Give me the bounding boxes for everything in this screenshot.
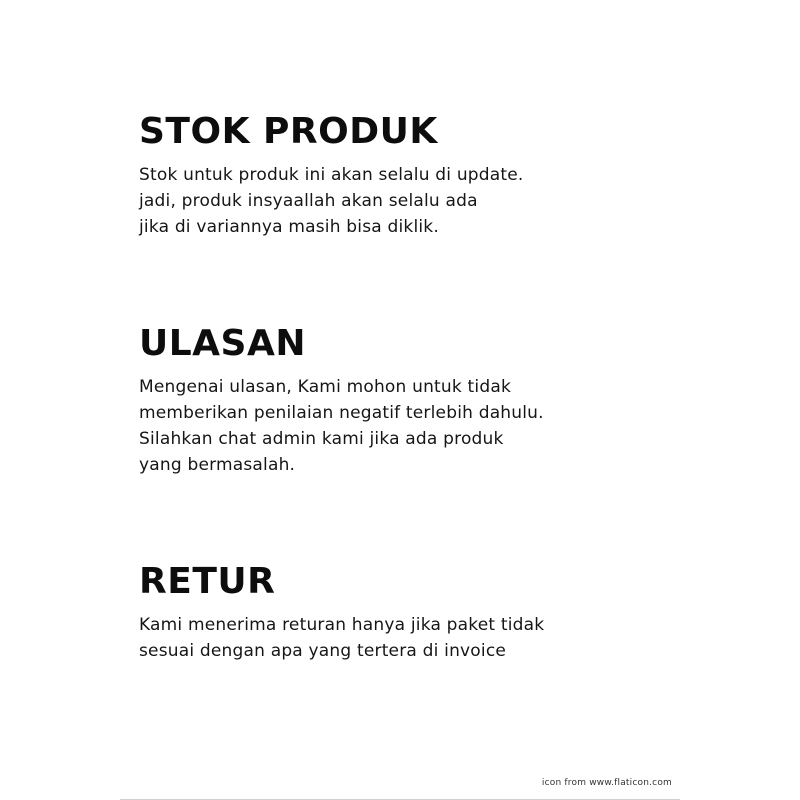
section-heading: STOK PRODUK: [139, 111, 438, 152]
body-line: memberikan penilaian negatif terlebih dahulu.: [139, 403, 544, 423]
section-ulasan: [139, 324, 759, 478]
body-line: yang bermasalah.: [139, 455, 296, 475]
body-line: jika di variannya masih bisa diklik.: [139, 217, 439, 237]
body-line: sesuai dengan apa yang tertera di invoice: [139, 641, 507, 661]
section-stok-produk: [139, 112, 759, 240]
section-heading: ULASAN: [139, 323, 306, 364]
section-body: [139, 162, 759, 240]
body-line: jadi, produk insyaallah akan selalu ada: [139, 191, 478, 211]
section-heading: RETUR: [139, 561, 276, 602]
body-line: Silahkan chat admin kami jika ada produk: [139, 429, 504, 449]
section-body: [139, 374, 759, 478]
body-line: Mengenai ulasan, Kami mohon untuk tidak: [139, 377, 511, 397]
section-body: [139, 612, 759, 664]
section-retur: [139, 562, 759, 664]
body-line: Kami menerima returan hanya jika paket tidak: [139, 615, 545, 635]
icon-credit: icon from www.flaticon.com: [541, 778, 672, 788]
body-line: Stok untuk produk ini akan selalu di update.: [139, 165, 524, 185]
